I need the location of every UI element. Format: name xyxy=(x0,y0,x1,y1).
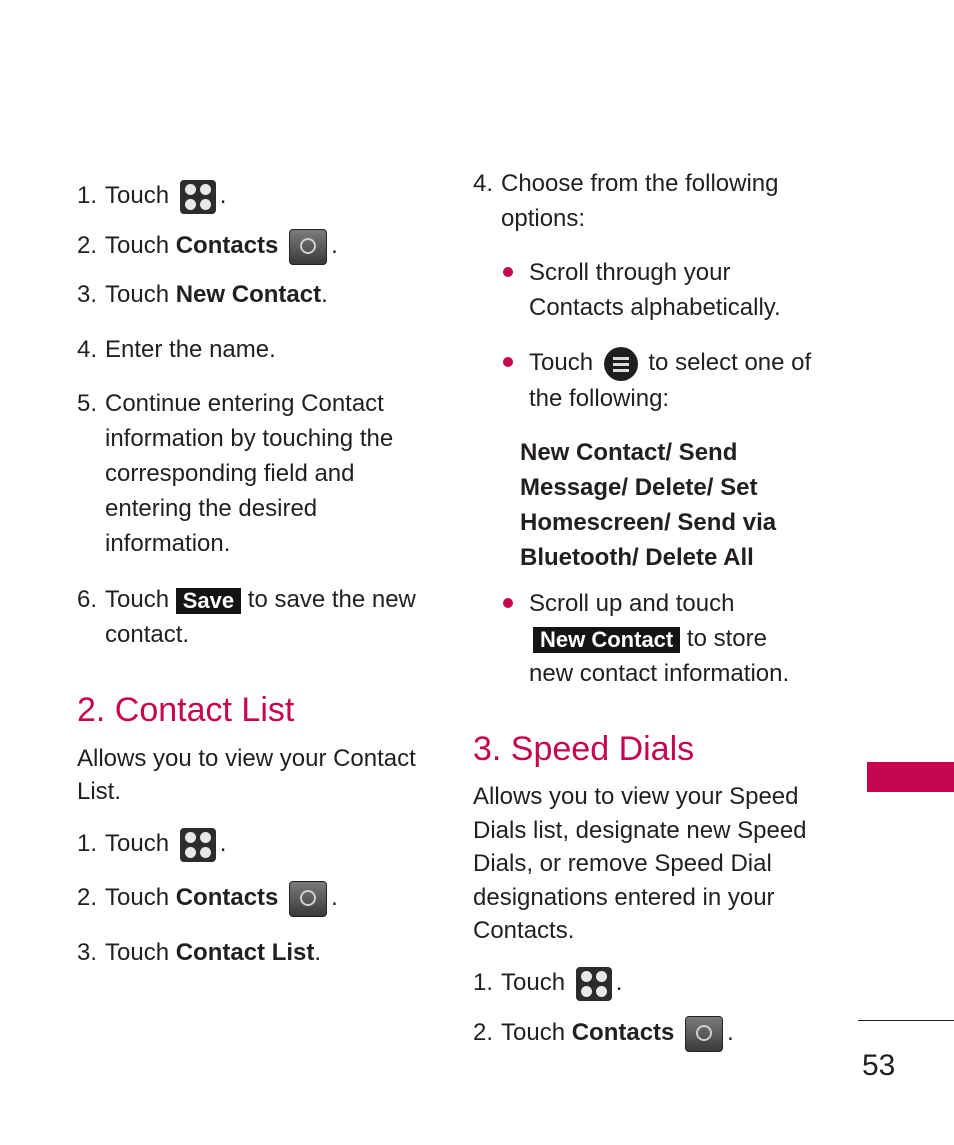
contact-list-heading: 2. Contact List xyxy=(77,691,295,729)
options-list: New Contact/ Send Message/ Delete/ Set Homescreen/ Send via Bluetooth/ Delete All xyxy=(520,439,777,571)
save-button-label: Save xyxy=(176,588,241,614)
contact-list-step-2: 2. Touch Contacts . xyxy=(77,880,338,917)
speed-dials-intro: Allows you to view your Speed Dials list, designate new Speed Dials, or remove Speed Dial designations entered in your Contacts. xyxy=(473,783,807,944)
contacts-book-icon xyxy=(289,229,327,265)
apps-grid-icon xyxy=(180,180,216,214)
contacts-book-icon xyxy=(289,881,327,917)
page-number: 53 xyxy=(862,1049,896,1082)
contact-list-step-1: 1. Touch . xyxy=(77,826,226,862)
bullet-touch-menu: Touch to select one of the following: xyxy=(529,345,829,416)
contact-list-step-3: 3. Touch Contact List. xyxy=(77,939,322,966)
bullet-dot xyxy=(503,357,513,367)
new-contact-button-label: New Contact xyxy=(533,627,680,653)
left-step-6: 6. Touch Save to save the new contact. xyxy=(77,586,416,648)
left-step-1: 1. Touch . xyxy=(77,178,226,214)
menu-list-icon xyxy=(604,347,638,381)
apps-grid-icon xyxy=(576,967,612,1001)
left-step-2: 2. Touch Contacts . xyxy=(77,228,338,265)
left-step-4: 4. Enter the name. xyxy=(77,336,276,363)
right-step-4: 4. Choose from the following options: xyxy=(473,170,779,232)
bullet-dot xyxy=(503,598,513,608)
footer-rule xyxy=(858,1020,954,1021)
bullet-dot xyxy=(503,267,513,277)
left-step-3: 3. Touch New Contact. xyxy=(77,281,328,308)
contacts-book-icon xyxy=(685,1016,723,1052)
speed-dials-step-1: 1. Touch . xyxy=(473,965,622,1001)
section-tab-marker xyxy=(867,762,954,792)
speed-dials-step-2: 2. Touch Contacts . xyxy=(473,1015,734,1052)
bullet-scroll-up: Scroll up and touch New Contact to store new contact information. xyxy=(529,590,790,687)
bullet-scroll-alpha: Scroll through your Contacts alphabetically. xyxy=(529,259,781,321)
apps-grid-icon xyxy=(180,828,216,862)
speed-dials-heading: 3. Speed Dials xyxy=(473,730,695,768)
contact-list-intro: Allows you to view your Contact List. xyxy=(77,745,416,805)
left-step-5: 5. Continue entering Contact information by touching the corresponding field and entering the desired information. xyxy=(77,390,394,557)
